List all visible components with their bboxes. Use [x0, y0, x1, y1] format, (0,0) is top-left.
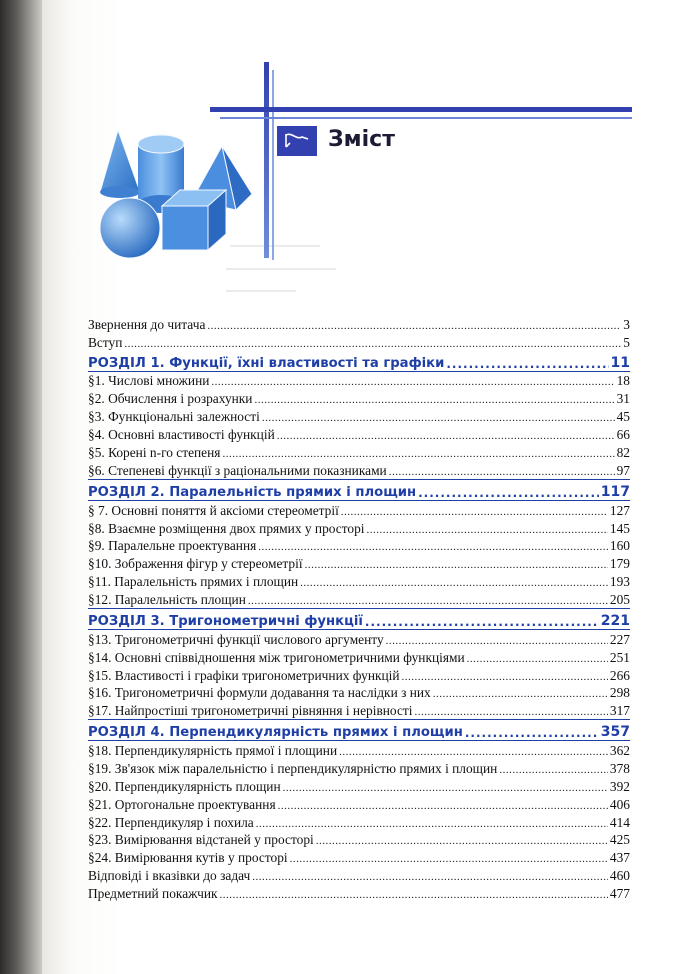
- page-title: Зміст: [328, 127, 395, 152]
- title-badge: [277, 126, 317, 156]
- toc-entry[interactable]: [88, 848, 630, 866]
- toc-page-number: 193: [609, 574, 630, 590]
- toc-page-number: 82: [616, 445, 630, 461]
- toc-page-number: 127: [609, 502, 630, 518]
- toc-page-number: 378: [609, 760, 630, 776]
- decor-vertical-line: [272, 70, 274, 260]
- leader-dots: [305, 558, 608, 572]
- toc-entry-label: §21. Ортогональне проектування: [88, 796, 276, 812]
- toc-entry-label: §23. Вимірювання відстаней у просторі: [88, 832, 314, 848]
- toc-entry[interactable]: [88, 740, 630, 759]
- toc-entry-label: §18. Перпендикулярність прямої і площини: [88, 743, 338, 758]
- leader-dots: [446, 357, 608, 371]
- toc-entry[interactable]: [88, 590, 630, 608]
- toc-entry-label: § 7. Основні поняття й аксіоми стереометрії: [88, 502, 339, 518]
- toc-entry[interactable]: [88, 701, 630, 719]
- toc-entry[interactable]: [88, 461, 630, 479]
- toc-entry-label: §2. Обчислення і розрахунки: [88, 391, 253, 407]
- leader-dots: [341, 505, 608, 519]
- toc-chapter-label: РОЗДІЛ 4. Перпендикулярність прямих і площин: [88, 725, 463, 741]
- leader-dots: [262, 411, 615, 425]
- toc-entry[interactable]: [88, 407, 630, 425]
- decor-horizontal-line: [220, 117, 632, 119]
- toc-entry[interactable]: [88, 425, 630, 443]
- toc-chapter-heading[interactable]: [88, 351, 630, 371]
- leader-dots: [418, 486, 599, 500]
- toc-page-number: 31: [616, 391, 630, 407]
- toc-entry[interactable]: [88, 371, 630, 390]
- toc-entry[interactable]: [88, 554, 630, 572]
- toc-entry[interactable]: [88, 777, 630, 795]
- toc-entry[interactable]: [88, 333, 630, 351]
- leader-dots: [499, 763, 608, 777]
- toc-entry[interactable]: [88, 572, 630, 590]
- toc-entry[interactable]: [88, 684, 630, 702]
- toc-page-number: 3: [623, 316, 630, 332]
- toc-page-number: 414: [609, 814, 630, 830]
- leader-dots: [258, 540, 608, 554]
- leader-dots: [207, 319, 621, 333]
- toc-page-number: 117: [600, 483, 630, 500]
- toc-entry[interactable]: [88, 500, 630, 519]
- leader-dots: [433, 687, 608, 701]
- decor-horizontal-line: [210, 107, 632, 112]
- geometric-solids-illustration: [96, 130, 256, 260]
- leader-dots: [300, 576, 608, 590]
- show-through-line: [226, 268, 336, 270]
- toc-page-number: 18: [616, 373, 630, 389]
- toc-page-number: 392: [609, 778, 630, 794]
- leader-dots: [222, 447, 614, 461]
- toc-page-number: 477: [609, 886, 630, 902]
- toc-entry[interactable]: [88, 629, 630, 648]
- toc-entry-label: §9. Паралельне проектування: [88, 538, 257, 554]
- toc-entry[interactable]: [88, 813, 630, 831]
- decor-vertical-line: [264, 62, 269, 258]
- leader-dots: [389, 465, 615, 479]
- toc-page-number: 460: [609, 868, 630, 884]
- leader-dots: [414, 705, 607, 719]
- toc-page-number: 205: [609, 592, 630, 608]
- toc-page-number: 251: [609, 649, 630, 665]
- toc-entry-label: §16. Тригонометричні формули додавання та наслідки з них: [88, 685, 431, 701]
- toc-entry[interactable]: [88, 519, 630, 537]
- leader-dots: [124, 337, 621, 351]
- leader-dots: [278, 799, 608, 813]
- toc-entry[interactable]: [88, 537, 630, 555]
- toc-page-number: 362: [609, 743, 630, 758]
- toc-entry[interactable]: [88, 884, 630, 902]
- leader-dots: [252, 870, 608, 884]
- leader-dots: [256, 817, 608, 831]
- toc-chapter-label: РОЗДІЛ 2. Паралельність прямих і площин: [88, 484, 417, 500]
- table-of-contents: [88, 315, 630, 902]
- toc-entry-label: §3. Функціональні залежності: [88, 409, 260, 425]
- toc-page-number: 160: [609, 538, 630, 554]
- toc-page-number: 66: [616, 427, 630, 443]
- leader-dots: [386, 634, 608, 648]
- toc-chapter-heading[interactable]: [88, 479, 630, 500]
- toc-entry[interactable]: [88, 795, 630, 813]
- leader-dots: [290, 852, 608, 866]
- leader-dots: [283, 781, 608, 795]
- leader-dots: [316, 834, 608, 848]
- toc-page-number: 179: [609, 556, 630, 572]
- toc-entry[interactable]: [88, 443, 630, 461]
- toc-entry-label: §11. Паралельність прямих і площин: [88, 574, 299, 590]
- toc-page-number: 437: [609, 850, 630, 866]
- leader-dots: [367, 523, 608, 537]
- toc-page-number: 227: [609, 631, 630, 647]
- toc-chapter-heading[interactable]: [88, 608, 630, 629]
- toc-chapter-heading[interactable]: [88, 719, 630, 740]
- leader-dots: [277, 429, 615, 443]
- leader-dots: [402, 670, 608, 684]
- pen-icon: [284, 132, 310, 150]
- toc-page-number: 45: [616, 409, 630, 425]
- toc-entry[interactable]: [88, 759, 630, 777]
- toc-chapter-label: РОЗДІЛ 3. Тригонометричні функції: [88, 613, 363, 629]
- toc-page-number: 317: [609, 703, 630, 719]
- toc-entry[interactable]: [88, 315, 630, 333]
- toc-entry-label: Вступ: [88, 334, 123, 350]
- leader-dots: [467, 652, 608, 666]
- toc-page-number: 266: [609, 667, 630, 683]
- show-through-line: [226, 290, 296, 292]
- toc-entry-label: §5. Корені n-го степеня: [88, 445, 221, 461]
- toc-entry-label: §12. Паралельність площин: [88, 592, 246, 608]
- toc-entry-label: §14. Основні співвідношення між тригонометричними функціями: [88, 649, 465, 665]
- toc-entry-label: §19. Зв'язок між паралельністю і перпендикулярністю прямих і площин: [88, 760, 498, 776]
- leader-dots: [254, 393, 614, 407]
- toc-entry-label: §20. Перпендикулярність площин: [88, 778, 281, 794]
- toc-page-number: 145: [609, 520, 630, 536]
- toc-entry[interactable]: [88, 648, 630, 666]
- toc-entry[interactable]: [88, 866, 630, 884]
- toc-page-number: 298: [609, 685, 630, 701]
- leader-dots: [211, 375, 614, 389]
- leader-dots: [339, 745, 608, 759]
- toc-page-number: 11: [610, 354, 630, 371]
- toc-page-number: 221: [600, 612, 630, 629]
- leader-dots: [365, 615, 599, 629]
- toc-entry[interactable]: [88, 666, 630, 684]
- toc-entry-label: Предметний покажчик: [88, 886, 218, 902]
- toc-entry-label: §13. Тригонометричні функції числового аргументу: [88, 631, 384, 647]
- toc-entry[interactable]: [88, 831, 630, 849]
- toc-entry-label: Відповіді і вказівки до задач: [88, 868, 251, 884]
- toc-page-number: 425: [609, 832, 630, 848]
- toc-page-number: 5: [623, 334, 630, 350]
- toc-page-number: 406: [609, 796, 630, 812]
- cone-shape: [100, 130, 140, 198]
- toc-entry-label: §24. Вимірювання кутів у просторі: [88, 850, 288, 866]
- toc-chapter-label: РОЗДІЛ 1. Функції, їхні властивості та графіки: [88, 355, 445, 371]
- toc-entry-label: Звернення до читача: [88, 316, 206, 332]
- toc-entry-label: §10. Зображення фігур у стереометрії: [88, 556, 303, 572]
- toc-page-number: 97: [616, 462, 630, 478]
- leader-dots: [248, 594, 608, 608]
- toc-entry-label: §4. Основні властивості функцій: [88, 427, 275, 443]
- toc-entry-label: §1. Числові множини: [88, 373, 210, 389]
- toc-page-number: 357: [600, 724, 630, 741]
- toc-entry[interactable]: [88, 389, 630, 407]
- leader-dots: [220, 888, 608, 902]
- sphere-shape: [100, 198, 160, 258]
- toc-entry-label: §15. Властивості і графіки тригонометричних функцій: [88, 667, 400, 683]
- toc-entry-label: §17. Найпростіші тригонометричні рівняння і нерівності: [88, 703, 413, 719]
- toc-entry-label: §22. Перпендикуляр і похила: [88, 814, 254, 830]
- leader-dots: [465, 726, 599, 740]
- toc-entry-label: §8. Взаємне розміщення двох прямих у просторі: [88, 520, 365, 536]
- toc-entry-label: §6. Степеневі функції з раціональними показниками: [88, 462, 387, 478]
- cube-shape: [162, 190, 226, 250]
